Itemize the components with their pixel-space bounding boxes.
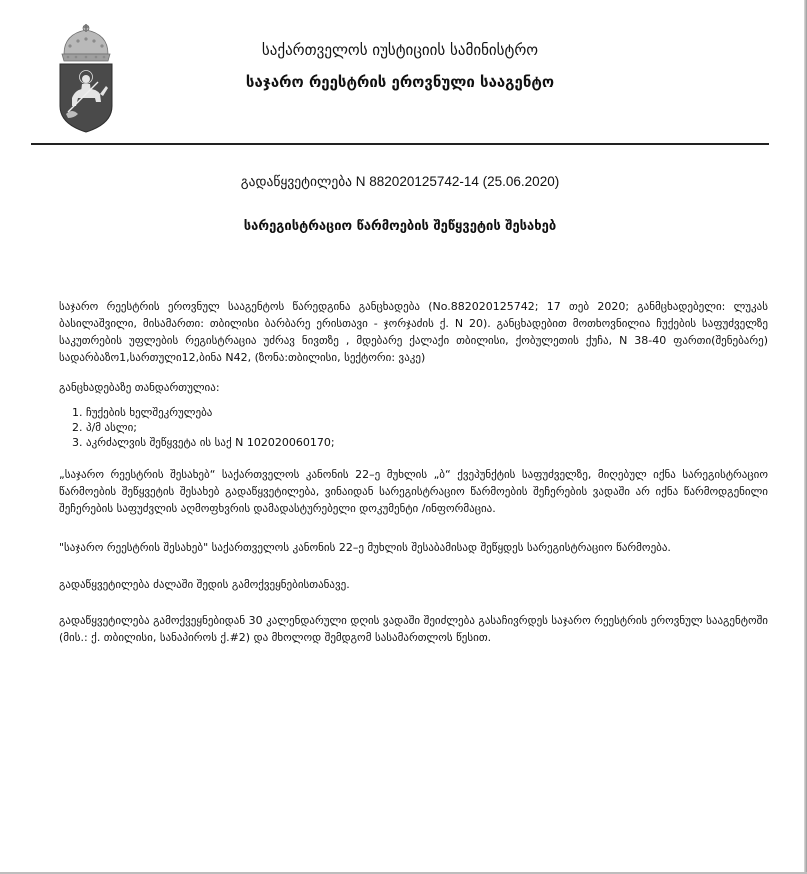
header-divider: [31, 143, 769, 145]
agency-title: საჯარო რეესტრის ეროვნული სააგენტო: [245, 73, 555, 91]
attachments-list: [59, 405, 759, 450]
attachment-item: 3. აკრძალვის შეწყვეტა ის საქ N 102020060170;: [86, 435, 759, 450]
reason-paragraph: „საჯარო რეესტრის შესახებ“ საქართველოს კანონის 22–ე მუხლის „ბ“ ქვეპუნქტის საფუძველზე, მიღებულ იქნა სარეგისტრაციო წარმოების შეწყვეტის შესახებ გადაწყვეტილება, ვინაიდან სარეგისტრაციო წარმოების შეჩერების ვადაში არ იქნა წარმოდგენილი შეჩერების საფუძვლის აღმოფხვრის დამადასტურებელი დოკუმენტი /ინფორმაცია.: [59, 468, 768, 515]
ministry-title: საქართველოს იუსტიციის სამინისტრო: [261, 41, 539, 59]
application-paragraph: საჯარო რეესტრის ეროვნულ სააგენტოს წარედგინა განცხადება (No.882020125742; 17 თებ 2020; განმცხადებელი: ლუკას ბასილაშვილი, მისამართი: თბილისი ბარბარე ერისთავი - ჯორჯაძის ქ. N 20). განცხადებით მოთხოვნილია ჩუქების საფუძველზე საკუთრების უფლების რეგისტრაცია უძრავ ნივთზე , მდებარე ქალაქი თბილისი, ქობულეთის ქუჩა, N 38-40 ფართი(შენებარე) სადარბაზო1,სართული12,ბინა N42, (ზონა:თბილისი, სექტორი: ვაკე): [59, 300, 768, 364]
law-paragraph: "საჯარო რეესტრის შესახებ" საქართველოს კანონის 22–ე მუხლის შესაბამისად შეწყდეს სარეგისტრაციო წარმოება.: [59, 541, 671, 554]
effect-paragraph: გადაწყვეტილება ძალაში შედის გამოქვეყნებისთანავე.: [59, 578, 350, 591]
attachment-item: 2. პ/მ ასლი;: [86, 420, 759, 435]
decision-subject: სარეგისტრაციო წარმოების შეწყვეტის შესახებ: [243, 219, 557, 234]
attachment-item: 1. ჩუქების ხელშეკრულება: [86, 405, 759, 420]
appeal-paragraph: გადაწყვეტილება გამოქვეყნებიდან 30 კალენდარული დღის ვადაში შეიძლება გასაჩივრდეს საჯარო რეესტრის ეროვნულ სააგენტოში (მის.: ქ. თბილისი, სანაპიროს ქ.#2) და მხოლოდ შემდგომ სასამართლოს წესით.: [59, 614, 768, 644]
attachments-label: განცხადებაზე თანდართულია:: [59, 381, 220, 394]
decision-number: გადაწყვეტილება N 882020125742-14 (25.06.2020): [240, 174, 560, 189]
georgia-coat-of-arms-icon: [54, 24, 118, 134]
